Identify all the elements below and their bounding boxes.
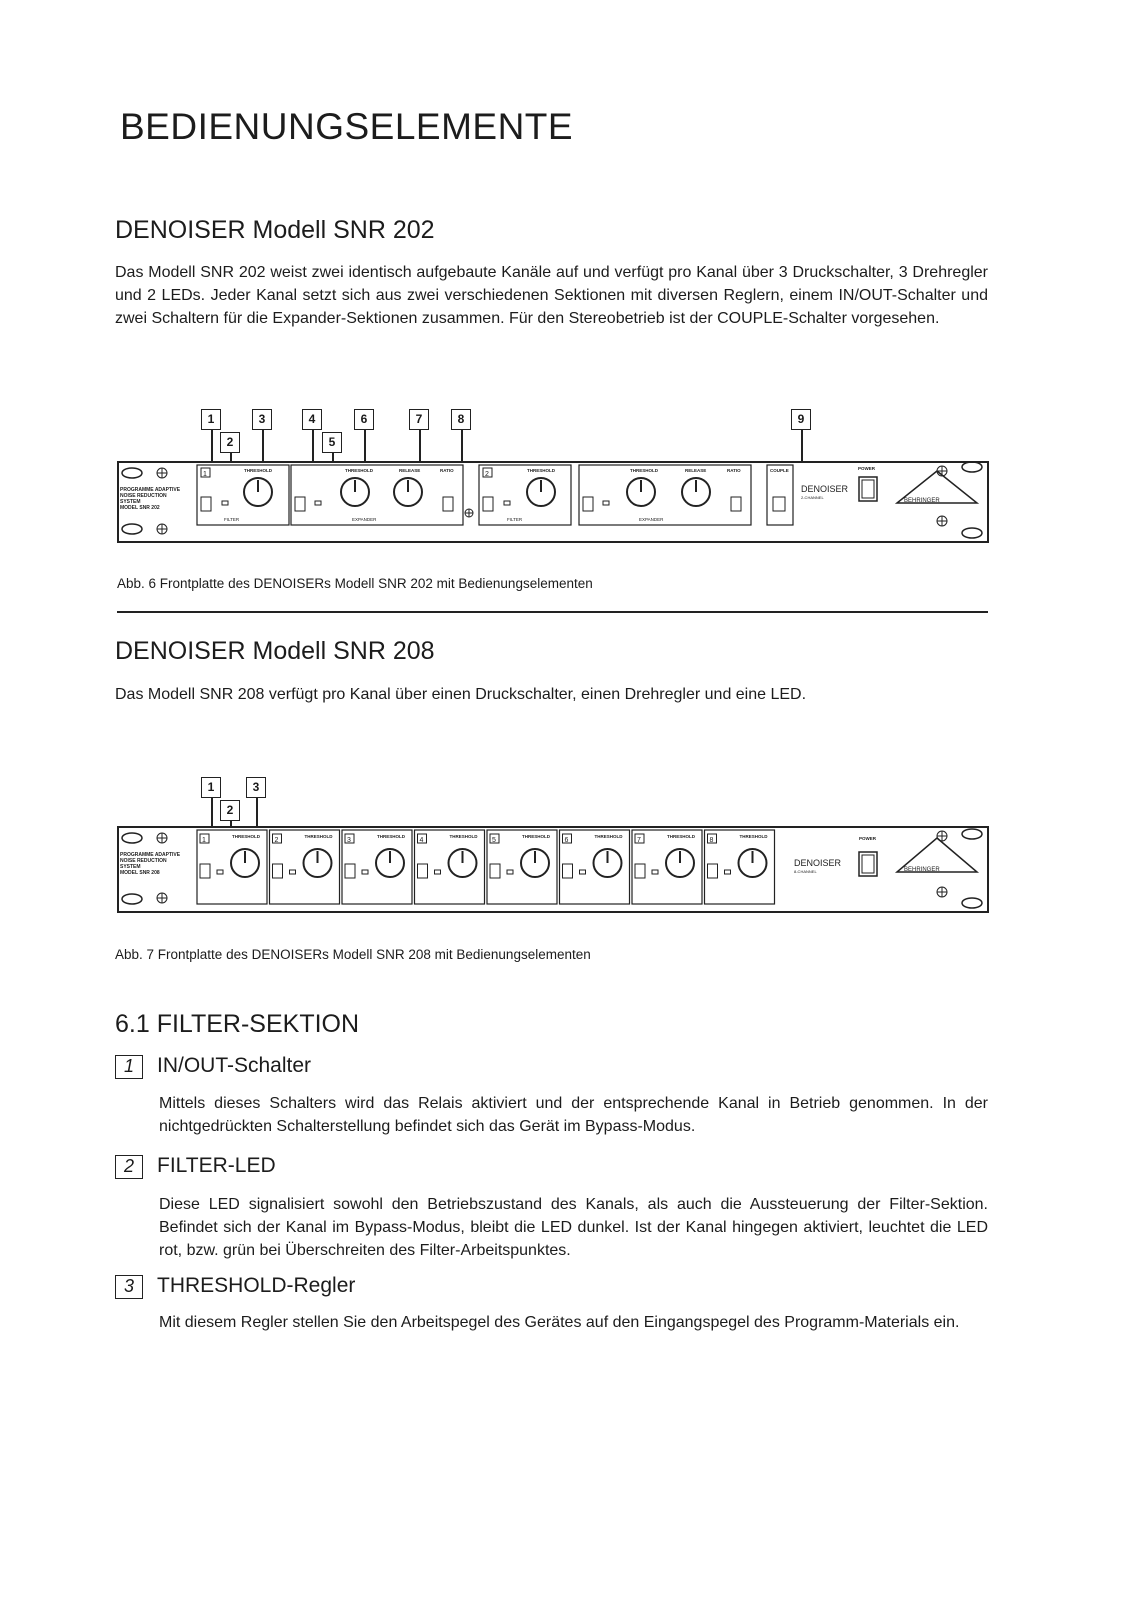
threshold-label: THRESHOLD [739, 834, 768, 839]
snr202-heading: DENOISER Modell SNR 202 [115, 216, 435, 244]
screw-icon [157, 468, 167, 478]
item-number: 3 [115, 1275, 143, 1299]
screw-icon [937, 831, 947, 841]
screw-icon [937, 466, 947, 476]
snr202-paragraph: Das Modell SNR 202 weist zwei identisch aufgebaute Kanäle auf und verfügt pro Kanal über 3 Druckschalter, 3 Drehregler und 2 LEDs. Jeder Kanal setzt sich aus zwei verschiedenen Sektionen mit diversen Reglern, einem IN/OUT-Schalter und zwei Schaltern für die Expander-Sektionen zusammen. Für den Stereobetrieb ist der COUPLE-Schalter vorgesehen. [115, 264, 988, 327]
page-title: BEDIENUNGSELEMENTE [120, 106, 574, 147]
filter-label: FILTER [507, 517, 523, 522]
side-text: MODEL SNR 202 [120, 505, 160, 511]
threshold-label: THRESHOLD [345, 468, 373, 473]
side-text: SYSTEM [120, 499, 141, 505]
channel-number: 1 [203, 471, 207, 478]
threshold-label: THRESHOLD [594, 834, 623, 839]
filter-label: FILTER [224, 517, 240, 522]
channel-number: 5 [492, 837, 496, 844]
callout-1: 1 [201, 777, 221, 798]
callout-4: 4 [302, 409, 322, 430]
side-text: SYSTEM [120, 864, 141, 870]
callout-2: 2 [220, 432, 240, 453]
threshold-label: THRESHOLD [232, 834, 260, 839]
expander-threshold-knob[interactable] [341, 478, 369, 506]
item-title: THRESHOLD-Regler [157, 1274, 356, 1297]
side-text: PROGRAMME ADAPTIVE [120, 487, 181, 493]
item-text: Mit diesem Regler stellen Sie den Arbeitspegel des Gerätes auf den Eingangspegel des Programm-Materials ein. [159, 1314, 960, 1331]
side-text: NOISE REDUCTION [120, 858, 167, 864]
brand-name: DENOISER [801, 484, 849, 494]
callout-3: 3 [252, 409, 272, 430]
item-title: IN/OUT-Schalter [157, 1054, 312, 1077]
channel-number: 6 [564, 837, 569, 844]
channel-number: 2 [485, 471, 489, 478]
threshold-label: THRESHOLD [244, 468, 272, 473]
power-label: POWER [859, 836, 877, 841]
logo-text: BEHRINGER [904, 867, 940, 873]
screw-icon [937, 887, 947, 897]
threshold-knob[interactable] [244, 478, 272, 506]
callout-1: 1 [201, 409, 221, 430]
couple-label: COUPLE [770, 468, 789, 473]
screw-icon [157, 893, 167, 903]
side-text: PROGRAMME ADAPTIVE [120, 852, 181, 858]
threshold-label: THRESHOLD [527, 468, 555, 473]
power-label: POWER [858, 466, 876, 471]
ratio-label: RATIO [440, 468, 454, 473]
release-label: RELEASE [685, 468, 707, 473]
threshold-label: THRESHOLD [377, 834, 405, 839]
channel-number: 1 [202, 837, 206, 844]
section-divider [117, 611, 988, 613]
snr208-paragraph: Das Modell SNR 208 verfügt pro Kanal über einen Druckschalter, einen Drehregler und eine LED. [115, 686, 807, 703]
expander-label: EXPANDER [352, 517, 377, 522]
callout-7: 7 [409, 409, 429, 430]
logo-text: BEHRINGER [904, 498, 940, 504]
snr208-heading: DENOISER Modell SNR 208 [115, 637, 435, 665]
callout-9: 9 [791, 409, 811, 430]
item-number: 1 [115, 1055, 143, 1079]
ratio-label: RATIO [727, 468, 741, 473]
threshold-knob[interactable] [527, 478, 555, 506]
channel-number: 8 [709, 837, 714, 844]
expander-threshold-knob[interactable] [627, 478, 655, 506]
section-heading: 6.1 FILTER-SEKTION [115, 1010, 360, 1038]
release-knob[interactable] [394, 478, 422, 506]
item-title: FILTER-LED [157, 1154, 276, 1177]
channel-number: 7 [637, 837, 641, 844]
channel-count: 8-CHANNEL [794, 869, 817, 874]
callout-5: 5 [322, 432, 342, 453]
snr202-front-panel [117, 461, 989, 543]
channel-number: 2 [274, 837, 279, 844]
figure-caption-6: Abb. 6 Frontplatte des DENOISERs Modell SNR 202 mit Bedienungselementen [117, 576, 593, 591]
release-label: RELEASE [399, 468, 421, 473]
threshold-label: THRESHOLD [667, 834, 695, 839]
snr208-front-panel [117, 826, 989, 913]
side-text: NOISE REDUCTION [120, 493, 167, 499]
threshold-label: THRESHOLD [304, 834, 333, 839]
item-number: 2 [115, 1155, 143, 1179]
side-text: MODEL SNR 208 [120, 870, 160, 876]
expander-label: EXPANDER [639, 517, 664, 522]
channel-number: 3 [347, 837, 351, 844]
threshold-label: THRESHOLD [630, 468, 658, 473]
release-knob[interactable] [682, 478, 710, 506]
threshold-label: THRESHOLD [522, 834, 550, 839]
screw-icon [157, 524, 167, 534]
screw-icon [157, 833, 167, 843]
screw-icon [937, 516, 947, 526]
channel-count: 2-CHANNEL [801, 495, 824, 500]
item-text: Diese LED signalisiert sowohl den Betriebszustand des Kanals, als auch die Aussteuerung der Filter-Sektion. Befindet sich der Kanal im Bypass-Modus, bleibt die LED dunkel. Ist der Kanal hingegen aktiviert, leuchtet die LED rot, bzw. grün bei Überschreiten des Filter-Arbeitspunktes. [159, 1196, 988, 1259]
screw-icon [465, 509, 473, 517]
brand-name: DENOISER [794, 858, 842, 868]
item-text: Mittels dieses Schalters wird das Relais aktiviert und der entsprechende Kanal in Betrieb genommen. In der nichtgedrückten Schalterstellung befindet sich das Gerät im Bypass-Modus. [159, 1095, 988, 1135]
threshold-label: THRESHOLD [449, 834, 478, 839]
figure-caption-7: Abb. 7 Frontplatte des DENOISERs Modell SNR 208 mit Bedienungselementen [115, 947, 591, 962]
callout-6: 6 [354, 409, 374, 430]
callout-2: 2 [220, 800, 240, 821]
callout-8: 8 [451, 409, 471, 430]
channel-number: 4 [419, 837, 424, 844]
callout-3: 3 [246, 777, 266, 798]
